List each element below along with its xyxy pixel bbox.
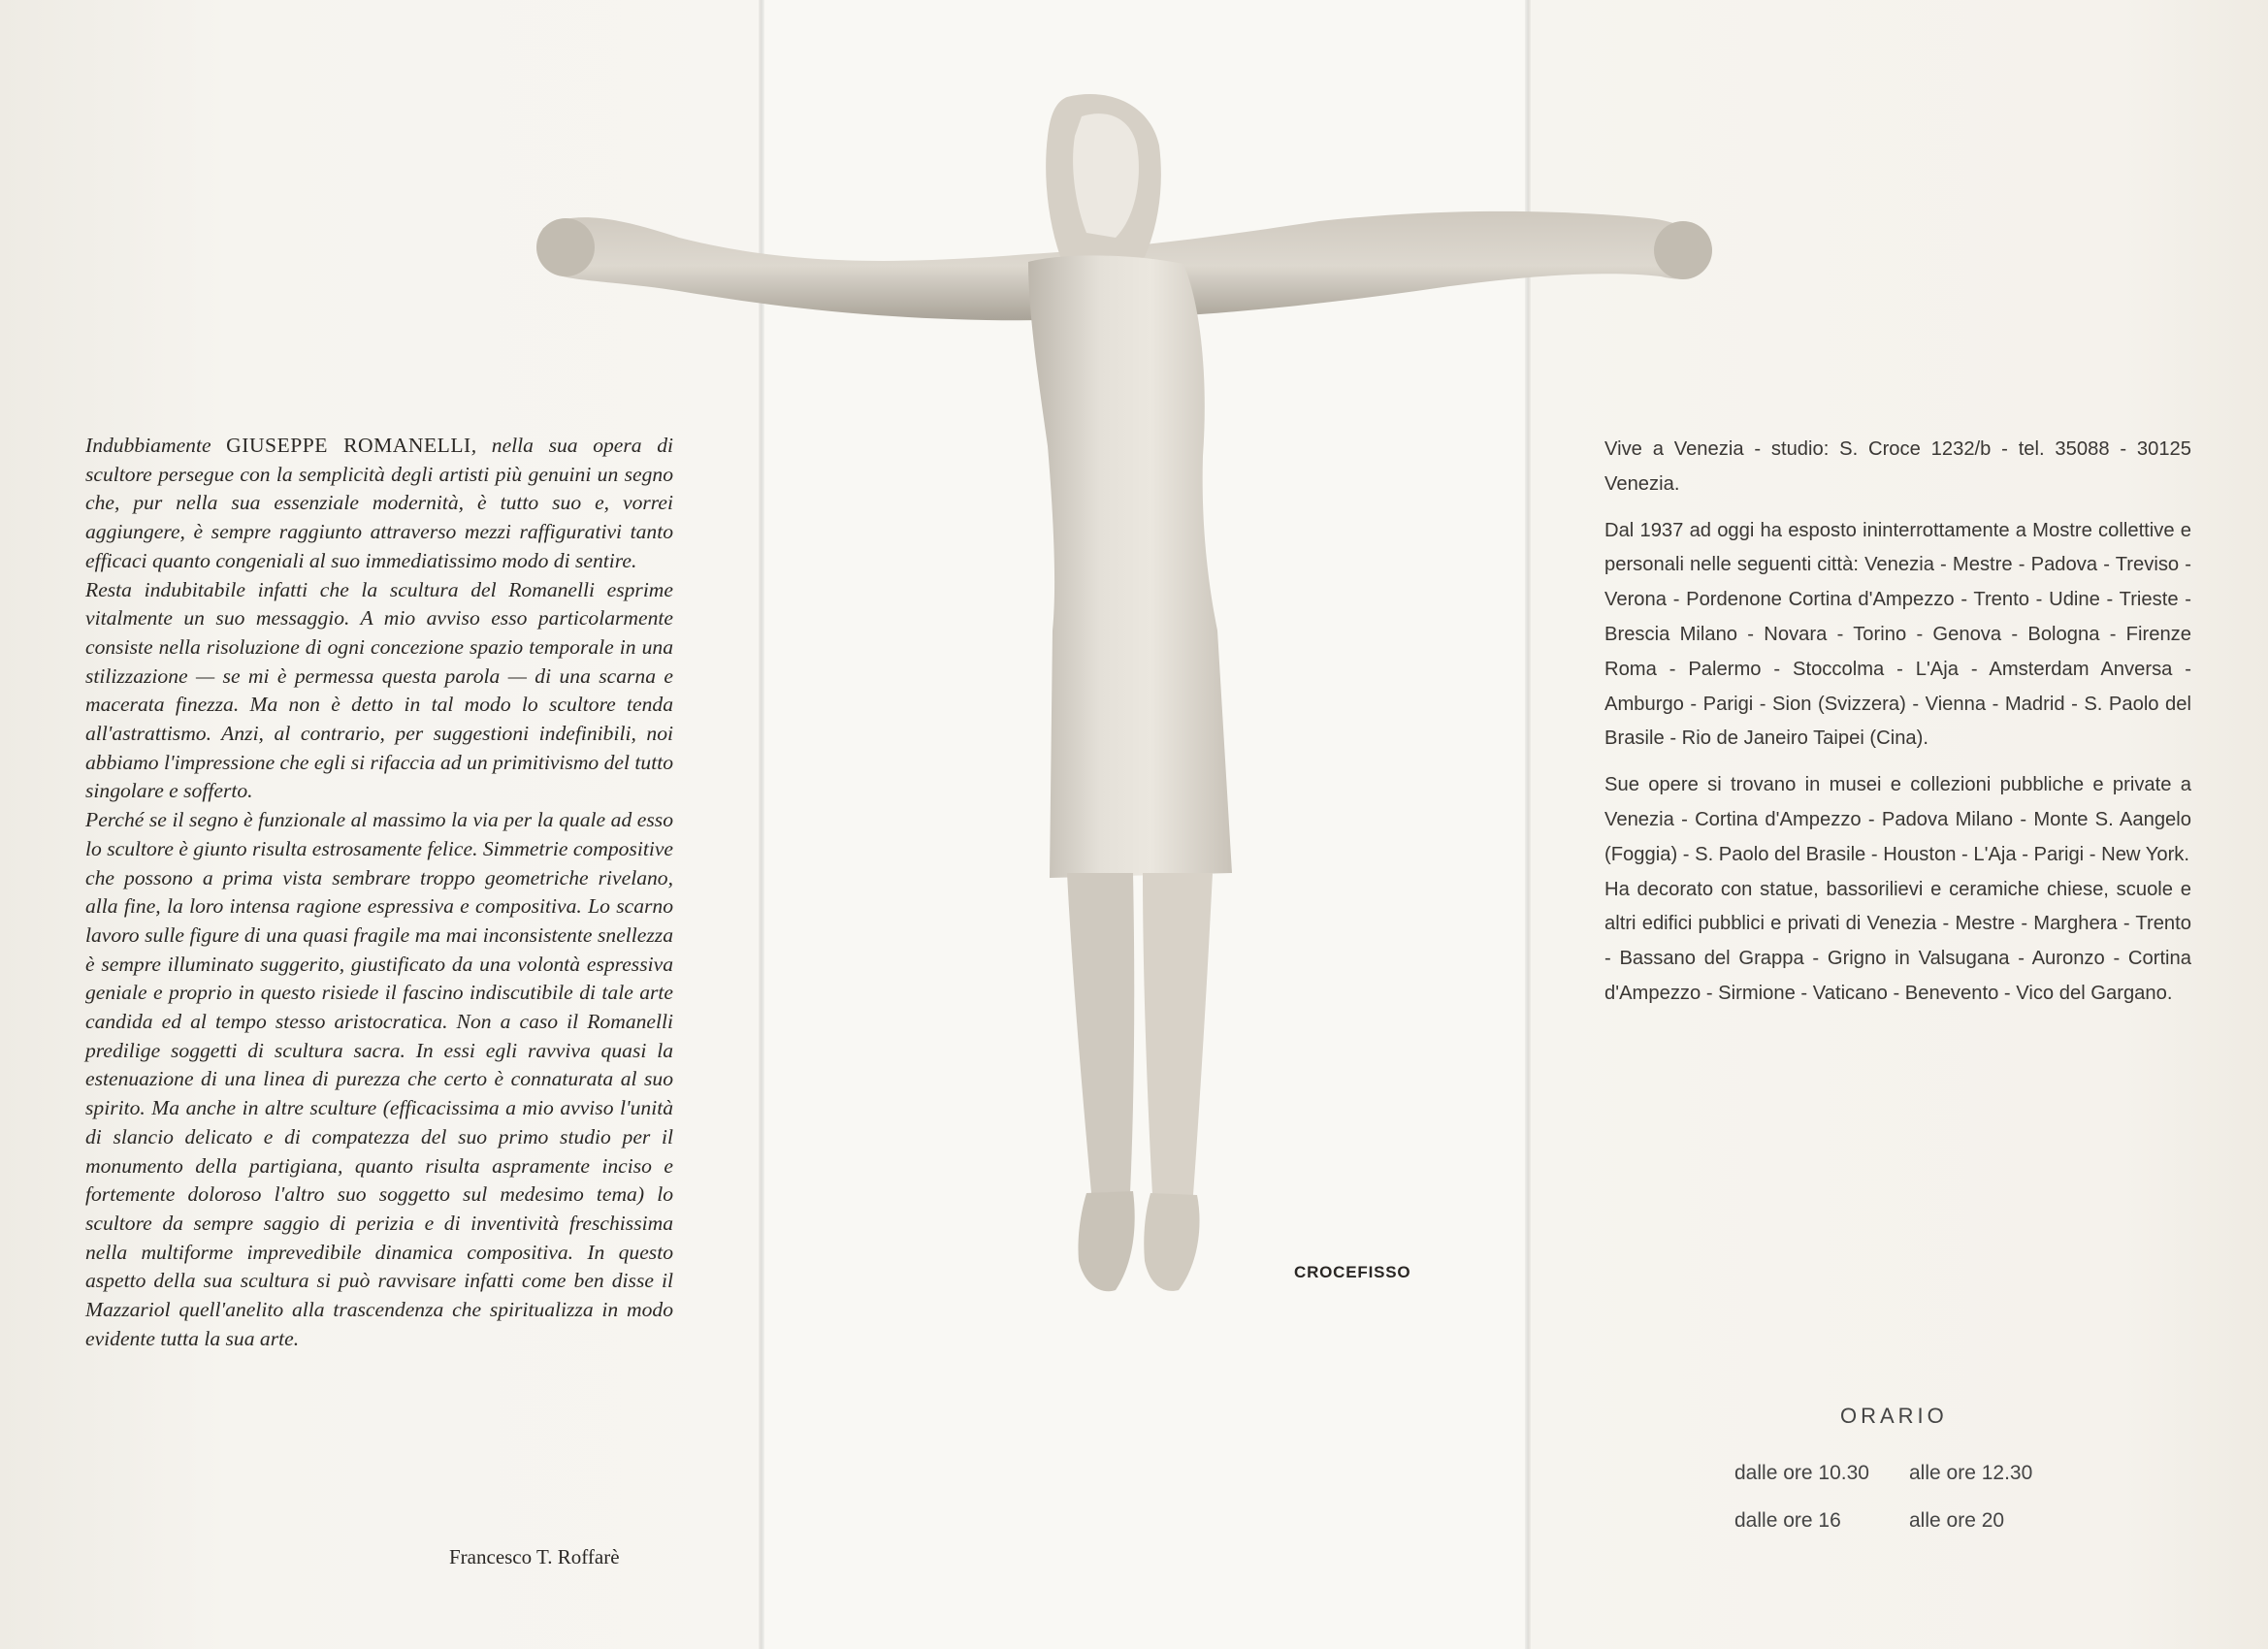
- essay-paragraph-2: Resta indubitabile infatti che la scultura del Romanelli esprime vitalmente un suo messaggio. A mio avviso esso particolarmente consiste nella risoluzione di ogni concezione spazio temporale in una stilizzazione — se mi è permessa questa parola — di una scarna e macerata finezza. Ma non è detto in tal modo lo scultore tenda all'astrattismo. Anzi, al contrario, per suggestioni indefinibili, noi abbiamo l'impressione che egli si rifaccia ad un primitivismo del tutto singolare e sofferto.: [85, 577, 673, 803]
- bio-decorations: Ha decorato con statue, bassorilievi e ceramiche chiese, scuole e altri edifici pubblici e privati di Venezia - Mestre - Marghera - Trento - Bassano del Grappa - Grigno in Valsugana - Auronzo - Cortina d'Ampezzo - Sirmione - Vaticano - Benevento - Vico del Gargano.: [1604, 878, 2191, 1004]
- opening-hours-title: ORARIO: [1840, 1404, 1948, 1428]
- essay-paragraph-3: Perché se il segno è funzionale al massimo la via per la quale ad esso lo scultore è giunto risulta estrosamente felice. Simmetrie compositive che possono a prima vista sembrare troppo geometriche rivelano, alla fine, la loro intensa ragione espressiva e compositiva. Lo scarno lavoro sulle figure di una quasi fragile ma mai inconsistente snellezza è sempre illuminato suggerito, giustificato da una volontà espressiva geniale e proprio in questo risiede il fascino indiscutibile di tale arte candida ed al tempo stesso aristocratica. Non a caso il Romanelli predilige soggetti di scultura sacra. In essi egli ravviva quasi la estenuazione di una linea di purezza che certo è connaturata al suo spirito. Ma anche in altre sculture (efficacissima a mio avviso l'unità di slancio delicato e di compatezza del suo primo studio per il monumento della partigiana, quanto risulta aspramente inciso e fortemente doloroso l'altro suo soggetto sul medesimo tema) lo scultore da sempre saggio di perizia e di inventività freschissima nella multiforme imprevedibile dinamica compositiva. In questo aspetto della sua scultura si può ravvisare infatti come ben disse il Mazzariol quell'anelito alla trascendenza che spiritualizza in modo evidente tutta la sua arte.: [85, 808, 673, 1350]
- essay-signature: Francesco T. Roffarè: [449, 1545, 620, 1568]
- crucifix-sculpture-image: [524, 78, 1756, 1329]
- essay-paragraph-1-rest: , nella sua opera di scultore persegue con la semplicità degli artisti più genuini un segno che, pur nella sua essenziale modernità, è tutto suo e, vorrei aggiungere, è sempre raggiunto attraverso mezzi raffigurativi tanto efficaci quanto congeniali al suo immediatissimo modo di sentire.: [85, 434, 674, 572]
- afternoon-from: dalle ore 16: [1734, 1509, 1841, 1532]
- bio-collections: Sue opere si trovano in musei e collezioni pubbliche e private a Venezia - Cortina d'Ampezzo - Padova Milano - Monte S. Aangelo (Foggia) - S. Paolo del Brasile - Houston - L'Aja - Parigi - New York.: [1604, 774, 2191, 865]
- artwork-caption: CROCEFISSO: [1294, 1263, 1411, 1281]
- morning-to: alle ore 12.30: [1909, 1462, 2033, 1484]
- bio-studio: Vive a Venezia - studio: S. Croce 1232/b - tel. 35088 - 30125 Venezia.: [1604, 438, 2191, 495]
- essay-intro: Indubbiamente: [85, 434, 227, 457]
- morning-from: dalle ore 10.30: [1734, 1462, 1869, 1484]
- afternoon-to: alle ore 20: [1909, 1509, 2005, 1532]
- artist-biography: [1604, 433, 2191, 1023]
- artist-name: GIUSEPPE ROMANELLI: [226, 434, 471, 457]
- bio-exhibitions: Dal 1937 ad oggi ha esposto ininterrottamente a Mostre collettive e personali nelle seguenti città: Venezia - Mestre - Padova - Treviso - Verona - Pordenone Cortina d'Ampezzo - Trento - Udine - Trieste - Brescia Milano - Novara - Torino - Genova - Bologna - Firenze Roma - Palermo - Stoccolma - L'Aja - Amsterdam Anversa - Amburgo - Parigi - Sion (Svizzera) - Vienna - Madrid - S. Paolo del Brasile - Rio de Janeiro Taipei (Cina).: [1604, 519, 2191, 750]
